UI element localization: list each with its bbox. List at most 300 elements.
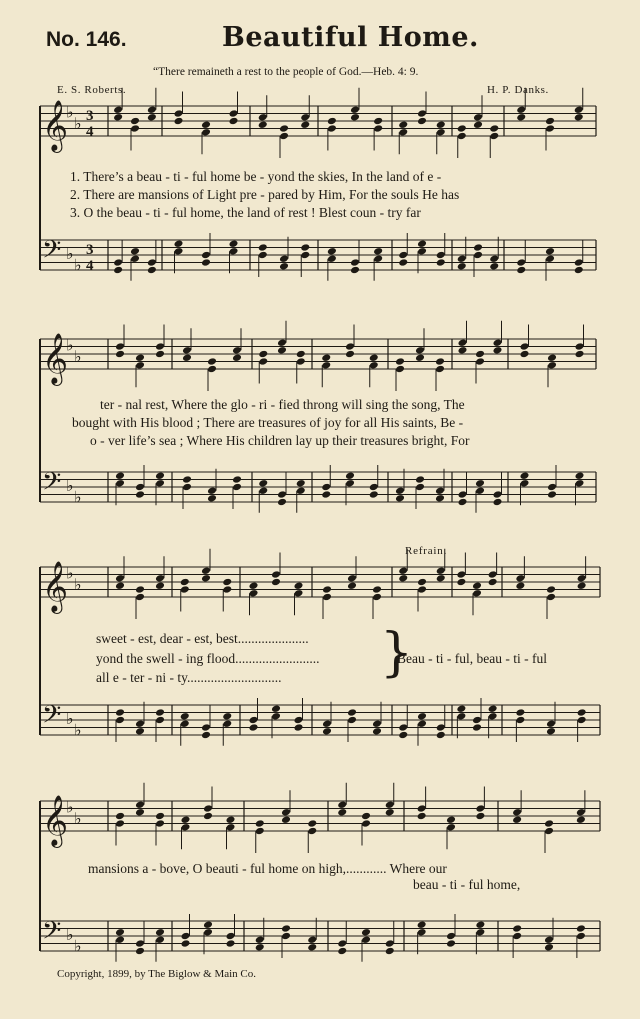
note-head bbox=[207, 486, 217, 495]
note-head bbox=[417, 117, 427, 126]
note-head bbox=[135, 361, 145, 370]
note-head bbox=[174, 109, 184, 118]
note-head bbox=[321, 353, 331, 362]
note-head bbox=[300, 113, 310, 122]
note-head bbox=[135, 593, 145, 602]
note-head bbox=[296, 357, 306, 366]
note-head bbox=[182, 346, 192, 355]
note-head bbox=[307, 819, 317, 828]
note-head bbox=[544, 819, 554, 828]
note-head bbox=[180, 712, 190, 721]
note-head bbox=[436, 258, 446, 267]
note-head bbox=[488, 712, 498, 721]
note-head bbox=[258, 120, 268, 129]
note-head bbox=[493, 338, 503, 347]
note-head bbox=[475, 920, 485, 929]
note-head bbox=[258, 113, 268, 122]
note-head bbox=[155, 819, 165, 828]
note-head bbox=[222, 585, 232, 594]
note-head bbox=[307, 935, 317, 944]
note-head bbox=[520, 471, 530, 480]
note-head bbox=[135, 808, 145, 817]
note-head bbox=[181, 939, 191, 948]
note-head bbox=[296, 350, 306, 359]
treble-clef: 𝄞 bbox=[42, 100, 69, 151]
note-head bbox=[249, 581, 259, 590]
note-head bbox=[226, 939, 236, 948]
note-head bbox=[155, 812, 165, 821]
note-head bbox=[155, 928, 165, 937]
note-head bbox=[201, 723, 211, 732]
note-head bbox=[574, 266, 584, 275]
note-head bbox=[281, 808, 291, 817]
note-head bbox=[395, 486, 405, 495]
note-head bbox=[417, 719, 427, 728]
note-head bbox=[520, 350, 530, 359]
note-head bbox=[473, 251, 483, 260]
note-head bbox=[222, 712, 232, 721]
note-head bbox=[458, 338, 468, 347]
note-head bbox=[456, 712, 466, 721]
note-head bbox=[115, 935, 125, 944]
note-head bbox=[155, 350, 165, 359]
note-head bbox=[472, 716, 482, 725]
note-head bbox=[222, 578, 232, 587]
note-head bbox=[457, 132, 467, 141]
note-head bbox=[258, 486, 268, 495]
note-head bbox=[436, 574, 446, 583]
note-head bbox=[446, 932, 456, 941]
note-head bbox=[271, 704, 281, 713]
note-head bbox=[385, 947, 395, 956]
note-head bbox=[417, 712, 427, 721]
note-head bbox=[300, 251, 310, 260]
note-head bbox=[546, 585, 556, 594]
lyric-s1-verse3: 3. O the beau - ti - ful home, the land of rest ! Blest coun - try far bbox=[70, 205, 421, 220]
note-head bbox=[373, 254, 383, 263]
note-head bbox=[115, 812, 125, 821]
note-head bbox=[417, 585, 427, 594]
note-head bbox=[417, 920, 427, 929]
note-head bbox=[436, 723, 446, 732]
copyright-notice: Copyright, 1899, by The Biglow & Main Co. bbox=[57, 968, 257, 980]
note-head bbox=[322, 585, 332, 594]
note-head bbox=[277, 338, 287, 347]
note-head bbox=[294, 723, 304, 732]
note-head bbox=[135, 947, 145, 956]
note-head bbox=[181, 932, 191, 941]
lyric-s2-verse3: o - ver life’s sea ; Where His children lay up their treasures bright, For bbox=[90, 433, 470, 448]
note-head bbox=[361, 928, 371, 937]
note-head bbox=[398, 731, 408, 740]
note-head bbox=[294, 581, 304, 590]
note-head bbox=[435, 365, 445, 374]
lyric-s1-verse2: 2. There are mansions of Light pre - pared by Him, For the souls He has bbox=[70, 187, 460, 202]
note-head bbox=[229, 239, 239, 248]
flat-sign: ♭ bbox=[66, 335, 74, 355]
note-head bbox=[475, 350, 485, 359]
note-head bbox=[321, 361, 331, 370]
note-head bbox=[180, 578, 190, 587]
note-head bbox=[435, 486, 445, 495]
note-head bbox=[398, 723, 408, 732]
note-head bbox=[544, 943, 554, 952]
note-head bbox=[258, 479, 268, 488]
note-head bbox=[174, 117, 184, 126]
note-head bbox=[155, 581, 165, 590]
note-head bbox=[226, 823, 236, 832]
flat-sign: ♭ bbox=[74, 808, 82, 828]
note-head bbox=[373, 124, 383, 133]
note-head bbox=[115, 581, 125, 590]
note-head bbox=[347, 581, 357, 590]
note-head bbox=[473, 243, 483, 252]
note-head bbox=[347, 708, 357, 717]
note-head bbox=[201, 574, 211, 583]
note-head bbox=[544, 827, 554, 836]
flat-sign: ♭ bbox=[74, 346, 82, 366]
note-head bbox=[385, 800, 395, 809]
note-head bbox=[456, 704, 466, 713]
note-head bbox=[249, 589, 259, 598]
flat-sign: ♭ bbox=[66, 244, 74, 263]
note-head bbox=[398, 566, 408, 575]
note-head bbox=[577, 574, 587, 583]
note-head bbox=[512, 932, 522, 941]
note-head bbox=[115, 342, 125, 351]
note-head bbox=[369, 361, 379, 370]
note-head bbox=[296, 479, 306, 488]
note-head bbox=[373, 247, 383, 256]
note-head bbox=[546, 727, 556, 736]
note-head bbox=[546, 719, 556, 728]
note-head bbox=[577, 581, 587, 590]
note-head bbox=[574, 258, 584, 267]
note-head bbox=[281, 815, 291, 824]
note-head bbox=[155, 479, 165, 488]
hymn-number: No. 146. bbox=[46, 28, 127, 51]
note-head bbox=[493, 490, 503, 499]
flat-sign: ♭ bbox=[74, 574, 82, 594]
bass-clef: 𝄢 bbox=[42, 235, 62, 271]
note-head bbox=[576, 924, 586, 933]
note-head bbox=[255, 935, 265, 944]
note-head bbox=[182, 475, 192, 484]
note-head bbox=[345, 350, 355, 359]
note-head bbox=[512, 924, 522, 933]
note-head bbox=[372, 585, 382, 594]
note-head bbox=[361, 819, 371, 828]
flat-sign: ♭ bbox=[66, 925, 74, 944]
note-head bbox=[575, 342, 585, 351]
note-head bbox=[489, 262, 499, 271]
note-head bbox=[546, 593, 556, 602]
note-head bbox=[135, 483, 145, 492]
note-head bbox=[281, 924, 291, 933]
note-head bbox=[130, 117, 140, 126]
note-head bbox=[115, 479, 125, 488]
note-head bbox=[475, 804, 485, 813]
note-head bbox=[271, 578, 281, 587]
note-head bbox=[181, 823, 191, 832]
note-head bbox=[135, 585, 145, 594]
note-head bbox=[232, 475, 242, 484]
note-head bbox=[446, 815, 456, 824]
note-head bbox=[415, 483, 425, 492]
note-head bbox=[307, 943, 317, 952]
note-head bbox=[300, 243, 310, 252]
note-head bbox=[369, 353, 379, 362]
note-head bbox=[130, 254, 140, 263]
note-head bbox=[398, 120, 408, 129]
lyric-s1-verse1: 1. There’s a beau - ti - ful home be - yond the skies, In the land of e - bbox=[70, 169, 442, 184]
note-head bbox=[436, 251, 446, 260]
note-head bbox=[201, 120, 211, 129]
note-head bbox=[458, 490, 468, 499]
flat-sign: ♭ bbox=[66, 709, 74, 728]
note-head bbox=[182, 353, 192, 362]
note-head bbox=[516, 105, 526, 114]
note-head bbox=[489, 132, 499, 141]
note-head bbox=[576, 808, 586, 817]
note-head bbox=[472, 589, 482, 598]
note-head bbox=[147, 258, 157, 267]
note-head bbox=[417, 247, 427, 256]
note-head bbox=[296, 486, 306, 495]
note-head bbox=[577, 716, 587, 725]
note-head bbox=[201, 566, 211, 575]
note-head bbox=[279, 124, 289, 133]
note-head bbox=[493, 498, 503, 507]
note-head bbox=[435, 494, 445, 503]
note-head bbox=[155, 935, 165, 944]
bass-clef: 𝄢 bbox=[42, 467, 62, 503]
verse-brace: } bbox=[380, 623, 414, 683]
note-head bbox=[201, 128, 211, 137]
hymn-title: Beautiful Home. bbox=[222, 22, 479, 53]
note-head bbox=[446, 823, 456, 832]
note-head bbox=[115, 708, 125, 717]
note-head bbox=[446, 939, 456, 948]
note-head bbox=[281, 932, 291, 941]
composer-credit: H. P. Danks. bbox=[487, 84, 549, 96]
note-head bbox=[516, 266, 526, 275]
note-head bbox=[398, 251, 408, 260]
note-head bbox=[417, 812, 427, 821]
note-head bbox=[327, 124, 337, 133]
time-signature: 4 bbox=[86, 258, 94, 274]
note-head bbox=[294, 716, 304, 725]
note-head bbox=[147, 105, 157, 114]
lyric-s3-verse2: yond the swell - ing flood......................... bbox=[96, 651, 320, 666]
note-head bbox=[113, 113, 123, 122]
note-head bbox=[350, 105, 360, 114]
note-head bbox=[372, 727, 382, 736]
note-head bbox=[574, 105, 584, 114]
note-head bbox=[515, 581, 525, 590]
treble-clef: 𝄞 bbox=[42, 795, 69, 846]
refrain-lyric: Beau - ti - ful, beau - ti - ful bbox=[397, 651, 547, 666]
note-head bbox=[457, 262, 467, 271]
note-head bbox=[115, 928, 125, 937]
note-head bbox=[385, 808, 395, 817]
note-head bbox=[398, 128, 408, 137]
treble-clef: 𝄞 bbox=[42, 333, 69, 384]
note-head bbox=[203, 920, 213, 929]
note-head bbox=[135, 800, 145, 809]
note-head bbox=[258, 350, 268, 359]
note-head bbox=[516, 113, 526, 122]
note-head bbox=[345, 342, 355, 351]
note-head bbox=[345, 479, 355, 488]
time-signature: 3 bbox=[86, 108, 94, 124]
note-head bbox=[258, 251, 268, 260]
flat-sign: ♭ bbox=[66, 102, 74, 122]
note-head bbox=[361, 812, 371, 821]
note-head bbox=[115, 471, 125, 480]
note-head bbox=[417, 578, 427, 587]
note-head bbox=[300, 120, 310, 129]
flat-sign: ♭ bbox=[66, 563, 74, 583]
note-head bbox=[229, 109, 239, 118]
lyric-s2-verse1: ter - nal rest, Where the glo - ri - fied throng will sing the song, The bbox=[100, 397, 465, 412]
note-head bbox=[520, 479, 530, 488]
note-head bbox=[271, 712, 281, 721]
flat-sign: ♭ bbox=[74, 936, 82, 956]
note-head bbox=[512, 815, 522, 824]
scripture-epigraph: “There remaineth a rest to the people of God.—Heb. 4: 9. bbox=[153, 66, 419, 78]
note-head bbox=[475, 812, 485, 821]
note-head bbox=[472, 581, 482, 590]
note-head bbox=[512, 808, 522, 817]
note-head bbox=[277, 490, 287, 499]
note-head bbox=[345, 471, 355, 480]
lyric-s3-verse1: sweet - est, dear - est, best..................... bbox=[96, 631, 309, 646]
note-head bbox=[361, 935, 371, 944]
note-head bbox=[415, 353, 425, 362]
note-head bbox=[226, 815, 236, 824]
note-head bbox=[520, 342, 530, 351]
note-head bbox=[115, 819, 125, 828]
note-head bbox=[547, 490, 557, 499]
note-head bbox=[385, 939, 395, 948]
note-head bbox=[258, 243, 268, 252]
note-head bbox=[135, 719, 145, 728]
note-head bbox=[544, 935, 554, 944]
note-head bbox=[203, 812, 213, 821]
note-head bbox=[488, 704, 498, 713]
note-head bbox=[201, 258, 211, 267]
note-head bbox=[436, 120, 446, 129]
note-head bbox=[515, 708, 525, 717]
note-head bbox=[229, 247, 239, 256]
bass-clef: 𝄢 bbox=[42, 916, 62, 952]
note-head bbox=[232, 483, 242, 492]
note-head bbox=[488, 570, 498, 579]
note-head bbox=[155, 471, 165, 480]
note-head bbox=[547, 361, 557, 370]
note-head bbox=[229, 117, 239, 126]
note-head bbox=[372, 719, 382, 728]
note-head bbox=[337, 808, 347, 817]
note-head bbox=[327, 117, 337, 126]
note-head bbox=[456, 570, 466, 579]
note-head bbox=[417, 109, 427, 118]
note-head bbox=[350, 258, 360, 267]
note-head bbox=[207, 365, 217, 374]
note-head bbox=[398, 574, 408, 583]
note-head bbox=[180, 719, 190, 728]
note-head bbox=[203, 804, 213, 813]
note-head bbox=[155, 708, 165, 717]
note-head bbox=[576, 815, 586, 824]
note-head bbox=[113, 105, 123, 114]
note-head bbox=[545, 117, 555, 126]
note-head bbox=[475, 479, 485, 488]
time-signature: 3 bbox=[86, 242, 94, 258]
note-head bbox=[369, 490, 379, 499]
note-head bbox=[417, 804, 427, 813]
note-head bbox=[232, 353, 242, 362]
note-head bbox=[182, 483, 192, 492]
flat-sign: ♭ bbox=[74, 255, 82, 275]
note-head bbox=[113, 258, 123, 267]
note-head bbox=[277, 346, 287, 355]
note-head bbox=[576, 932, 586, 941]
note-head bbox=[347, 716, 357, 725]
note-head bbox=[475, 486, 485, 495]
note-head bbox=[255, 819, 265, 828]
lyric-s4-line1: mansions a - bove, O beauti - ful home on high,............ Where our bbox=[88, 861, 447, 876]
note-head bbox=[547, 353, 557, 362]
note-head bbox=[457, 124, 467, 133]
note-head bbox=[232, 346, 242, 355]
note-head bbox=[436, 128, 446, 137]
note-head bbox=[493, 346, 503, 355]
note-head bbox=[322, 593, 332, 602]
note-head bbox=[174, 239, 184, 248]
note-head bbox=[456, 578, 466, 587]
flat-sign: ♭ bbox=[74, 720, 82, 740]
note-head bbox=[436, 566, 446, 575]
note-head bbox=[155, 716, 165, 725]
note-head bbox=[155, 574, 165, 583]
note-head bbox=[130, 124, 140, 133]
note-head bbox=[201, 251, 211, 260]
note-head bbox=[398, 258, 408, 267]
note-head bbox=[457, 254, 467, 263]
lyric-s4-line2: beau - ti - ful home, bbox=[413, 877, 521, 892]
note-head bbox=[271, 570, 281, 579]
note-head bbox=[458, 346, 468, 355]
note-head bbox=[249, 716, 259, 725]
note-head bbox=[435, 357, 445, 366]
treble-clef: 𝄞 bbox=[42, 561, 69, 612]
note-head bbox=[337, 947, 347, 956]
note-head bbox=[415, 475, 425, 484]
note-head bbox=[574, 113, 584, 122]
flat-sign: ♭ bbox=[74, 487, 82, 507]
note-head bbox=[207, 357, 217, 366]
lyric-s2-verse2: bought with His blood ; There are treasures of joy for all His saints, Be - bbox=[72, 415, 464, 430]
note-head bbox=[255, 827, 265, 836]
note-head bbox=[475, 928, 485, 937]
note-head bbox=[180, 585, 190, 594]
note-head bbox=[473, 113, 483, 122]
note-head bbox=[545, 124, 555, 133]
author-credit: E. S. Roberts. bbox=[57, 84, 127, 96]
note-head bbox=[473, 120, 483, 129]
